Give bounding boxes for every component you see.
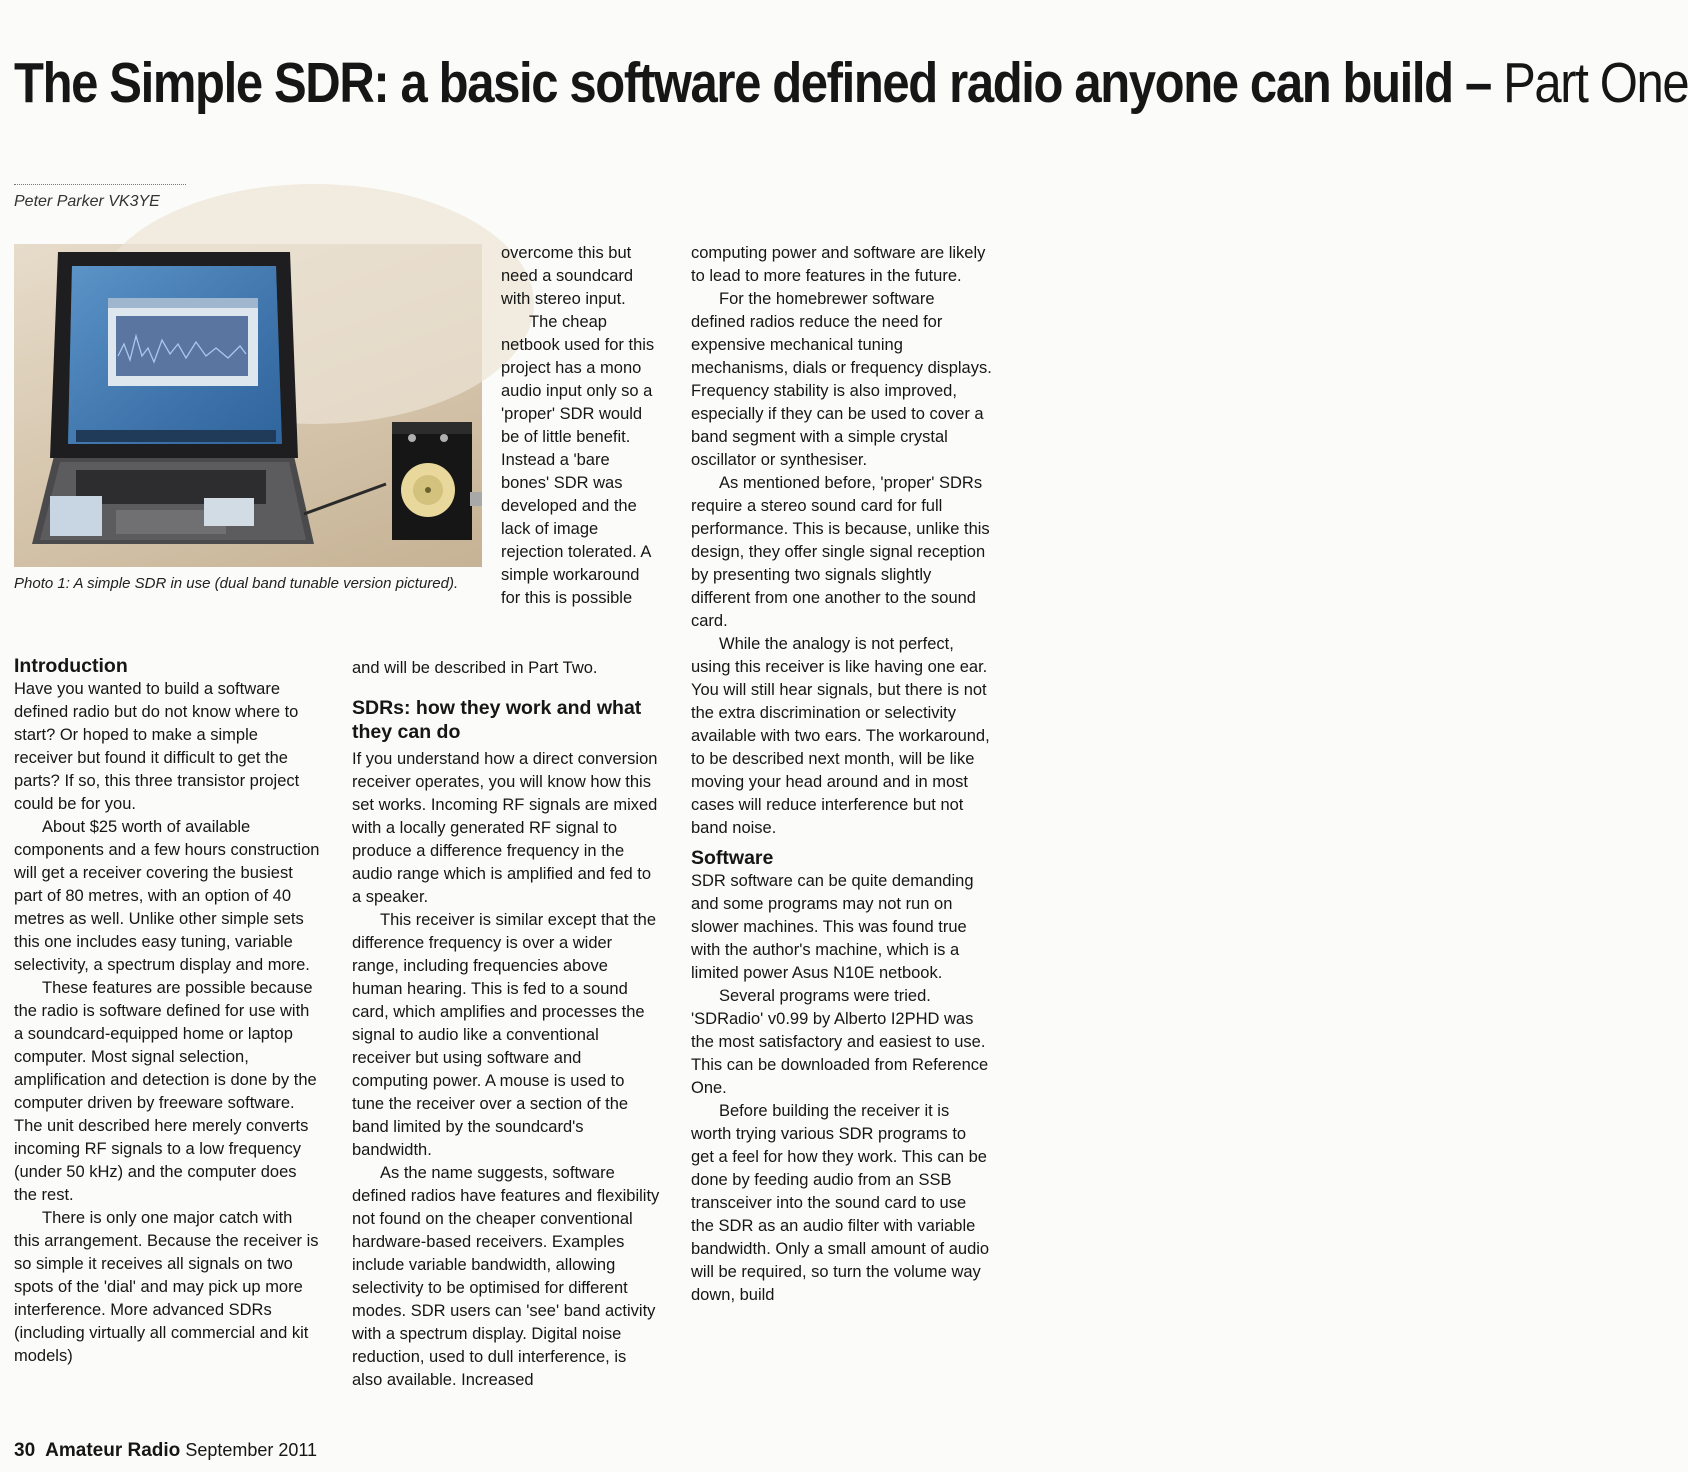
paragraph: This receiver is similar except that the difference frequency is over a wider range, including frequencies above human hearing. This is fed to a sound card, which amplifies and processes the signal to audio like a conventional receiver but using software and computing power. A mouse is used to tune the receiver over a section of the band limited by the soundcard's bandwidth. xyxy=(352,911,657,1159)
paragraph: As the name suggests, software defined radios have features and flexibility not found on the cheaper conventional hardware-based receivers. Examples include variable bandwidth, allowing selectivity to be optimised for different modes. SDR users can 'see' band activity with a spectrum display. Digital noise reduction, used to dull interference, is also available. Increased xyxy=(352,1164,660,1389)
heading-introduction: Introduction xyxy=(14,655,128,677)
article-photo xyxy=(14,244,482,567)
paragraph: Have you wanted to build a software defined radio but do not know where to start? Or hoped to make a simple receiver but found it difficult to get the parts? If so, this three transistor project could be for you. xyxy=(14,680,300,813)
page-footer xyxy=(14,1440,317,1462)
magazine-name: Amateur Radio xyxy=(45,1440,181,1461)
title-part: Part One xyxy=(1503,51,1688,115)
author-byline: Peter Parker VK3YE xyxy=(14,193,160,210)
byline-rule xyxy=(14,184,186,185)
paragraph: While the analogy is not perfect, using this receiver is like having one ear. You will still hear signals, but there is not the extra discrimination or selectivity available with two ears. The workaround, to be described next month, will be like moving your head around and in most cases will reduce interference but not band noise. xyxy=(691,635,990,837)
title-bold: The Simple SDR: a basic software defined radio anyone can build – xyxy=(14,51,1491,115)
column-3 xyxy=(691,242,993,1307)
paragraph: Before building the receiver it is worth trying various SDR programs to get a feel for how they work. This can be done by feeding audio from an SSB transceiver into the sound card to use the SDR as an audio filter with variable bandwidth. Only a small amount of audio will be required, so turn the volume way down, build xyxy=(691,1102,990,1304)
column-2-top xyxy=(501,242,657,610)
paragraph: The cheap netbook used for this project has a mono audio input only so a 'proper' SDR would be of little benefit. Instead a 'bare bones' SDR was developed and the lack of image rejection tolerated. A simple workaround for this is possible xyxy=(501,313,655,607)
heading-sdrs-how-they-work: SDRs: how they work and what they can do xyxy=(352,697,642,743)
paragraph: Several programs were tried. 'SDRadio' v0.99 by Alberto I2PHD was the most satisfactory and easiest to use. This can be downloaded from Reference One. xyxy=(691,987,989,1097)
netbook-sdr-photo xyxy=(14,244,482,567)
issue-date: September 2011 xyxy=(185,1440,318,1460)
photo-caption: Photo 1: A simple SDR in use (dual band tunable version pictured). xyxy=(14,575,459,592)
column-1 xyxy=(14,654,320,1368)
paragraph: For the homebrewer software defined radios reduce the need for expensive mechanical tuning mechanisms, dials or frequency displays. Frequency stability is also improved, especially if they can be used to cover a band segment with a simple crystal oscillator or synthesiser. xyxy=(691,290,992,469)
paragraph: If you understand how a direct conversion receiver operates, you will know how this set works. Incoming RF signals are mixed with a locally generated RF signal to produce a difference frequency in the audio range which is amplified and fed to a speaker. xyxy=(352,750,658,906)
page-number: 30 xyxy=(14,1440,36,1461)
paragraph: There is only one major catch with this arrangement. Because the receiver is so simple it receives all signals on two spots of the 'dial' and may pick up more interference. More advanced SDRs (including virtually all commercial and kit models) xyxy=(14,1209,319,1365)
paragraph: These features are possible because the radio is software defined for use with a soundcard-equipped home or laptop computer. Most signal selection, amplification and detection is done by the computer driven by freeware software. The unit described here merely converts incoming RF signals to a low frequency (under 50 kHz) and the computer does the rest. xyxy=(14,979,317,1204)
paragraph: SDR software can be quite demanding and some programs may not run on slower machines. This was found true with the author's machine, which is a limited power Asus N10E netbook. xyxy=(691,872,974,982)
paragraph: and will be described in Part Two. xyxy=(352,659,598,677)
article-title xyxy=(14,50,1688,117)
paragraph: As mentioned before, 'proper' SDRs require a stereo sound card for full performance. This is because, unlike this design, they offer single signal reception by presenting two signals slightly different from one another to the sound card. xyxy=(691,474,990,630)
heading-software: Software xyxy=(691,847,774,869)
paragraph: About $25 worth of available components and a few hours construction will get a receiver covering the busiest part of 80 metres, with an option of 40 metres as well. Unlike other simple sets this one includes easy tuning, variable selectivity, a spectrum display and more. xyxy=(14,818,320,974)
paragraph: overcome this but need a soundcard with stereo input. xyxy=(501,244,634,308)
paragraph: computing power and software are likely to lead to more features in the future. xyxy=(691,244,986,285)
column-2 xyxy=(352,657,660,1392)
